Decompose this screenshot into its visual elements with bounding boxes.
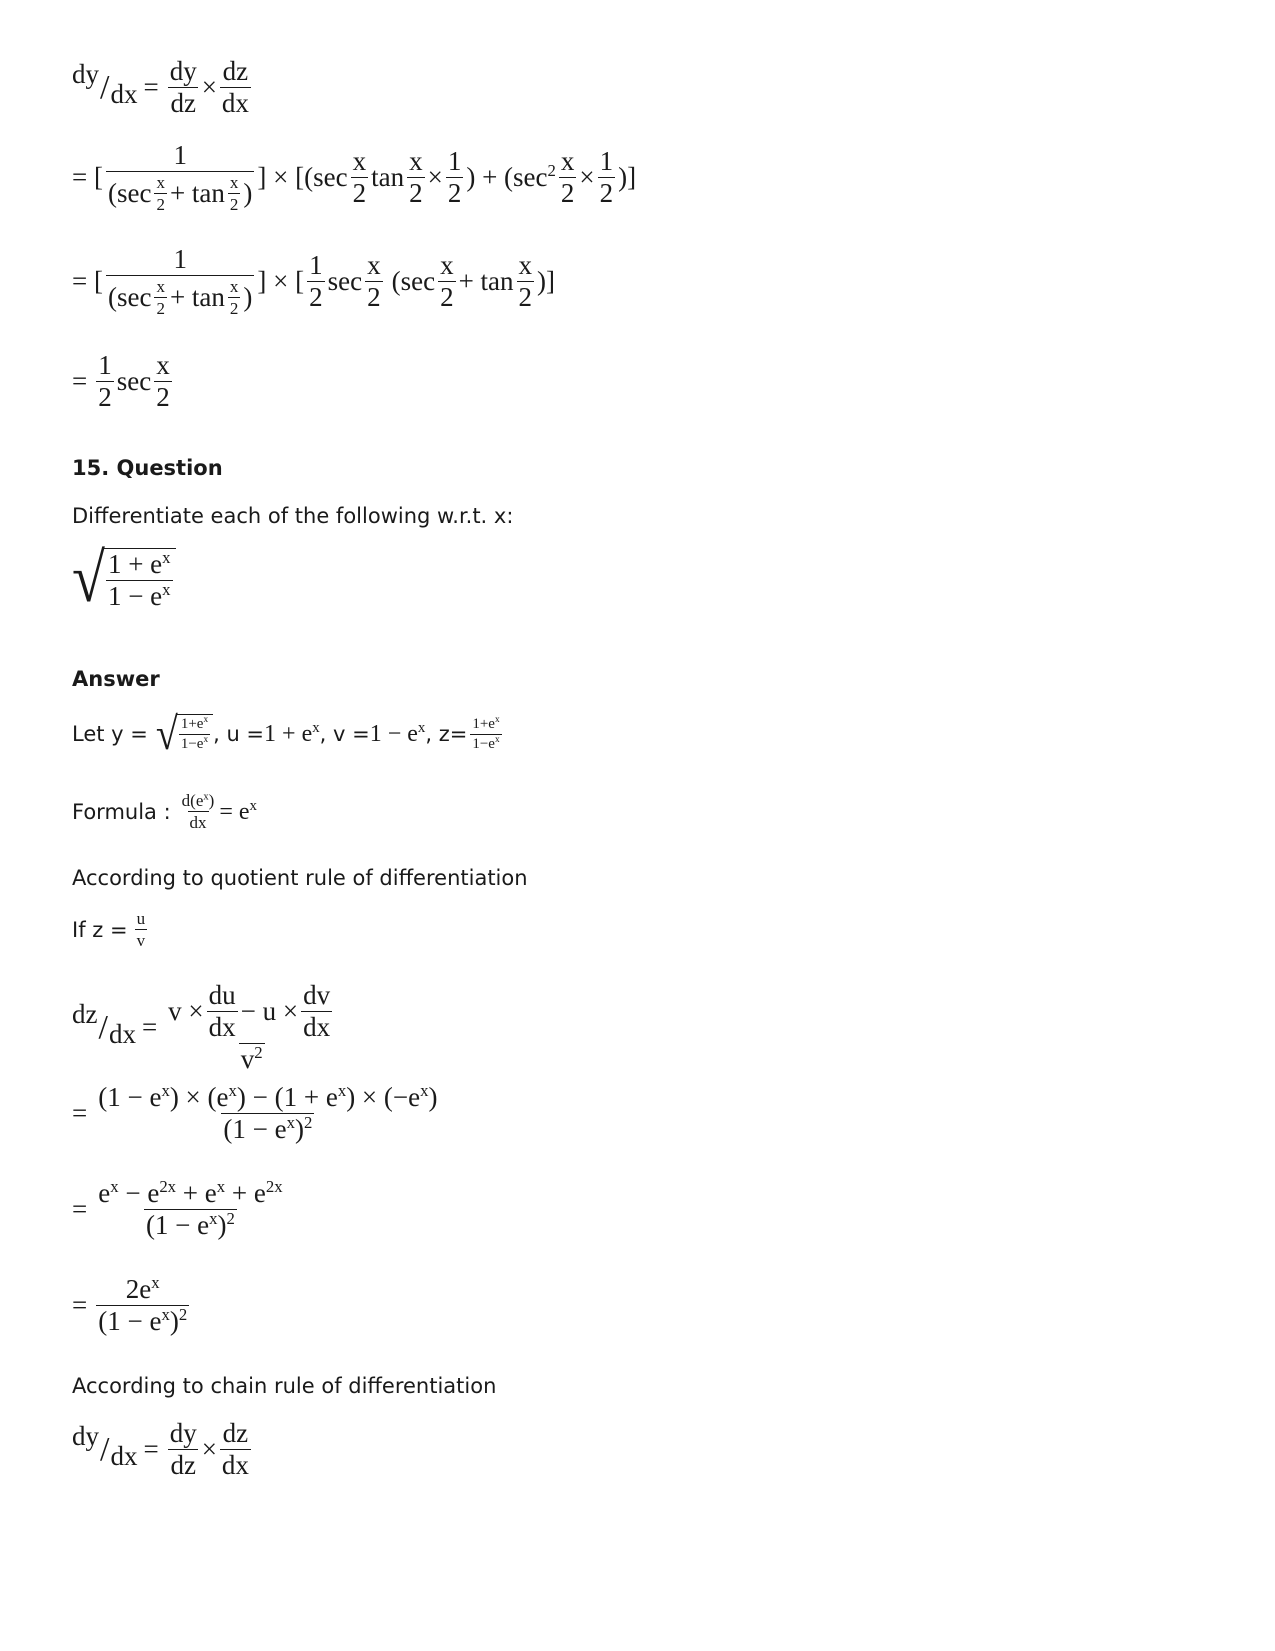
- let-definitions: Let y = √ $\frac{1+e^x}{1-e^x}$ , u = $1 + e^x$ , v = $1 - e^x$ , z= $\frac{1+e^x}{1-e^x}$: [72, 707, 500, 760]
- dydx-inline: dy / dx: [72, 58, 138, 109]
- question-expression: [72, 539, 176, 616]
- reciprocal-fraction: 1 (sec $\frac{x}{2}$ + tan $\frac{x}{2}$ ): [107, 140, 253, 214]
- derivation-step-1: = [ 1 (sec $\frac{x}{2}$ + tan $\frac{x}{2}$ ) ] × [(sec $\frac{x}{2}$ tan $\frac{x}{2}$ × $\frac{1}{2}$ ) + ($\sec^2$ $\frac{x}{2}$ × $\frac{1}{2}$ )]: [72, 140, 637, 214]
- quotient-rule-text: According to quotient rule of differentiation: [72, 866, 528, 890]
- question-instruction: Differentiate each of the following w.r.t. x:: [72, 504, 514, 528]
- chain-rule-text: According to chain rule of differentiation: [72, 1374, 497, 1398]
- fraction-dy-dz: $\frac{dy}{dz}$: [169, 56, 197, 118]
- formula-line: Formula : $\frac{d(e^x)}{dx}$ = $e^x$: [72, 791, 257, 832]
- quotient-step-3: = $\frac{2e^x}{(1 - e^x)^2}$: [72, 1273, 188, 1336]
- square-root: √ $\frac{1 + e^x}{1 - e^x}$: [72, 548, 176, 610]
- quotient-rule-equation: dz / dx = v × $\frac{du}{dx}$ − u × $\frac{dv}{dx}$ $v^2$: [72, 980, 331, 1074]
- chain-rule-equation-top: dy / dx = $\frac{dy}{dz}$ × $\frac{dz}{dx}$: [72, 56, 249, 118]
- quotient-step-1: = $\frac{(1 - e^x) \times (e^x) - (1 + e^x) \times (-e^x)}{(1 - e^x)^2}$: [72, 1081, 438, 1144]
- answer-heading: Answer: [72, 667, 160, 691]
- derivation-step-2: = [ 1 (sec $\frac{x}{2}$ + tan $\frac{x}{2}$ ) ] × [ $\frac{1}{2}$ sec $\frac{x}{2}$ (sec $\frac{x}{2}$ + tan $\frac{x}{2}$ )]: [72, 244, 556, 318]
- quotient-step-2: = $\frac{e^x - e^{2x} + e^x + e^{2x}}{(1 - e^x)^2}$: [72, 1177, 283, 1240]
- if-z-line: If z = $\frac{u}{v}$: [72, 909, 146, 950]
- chain-rule-equation-bottom: dy / dx = $\frac{dy}{dz}$ × $\frac{dz}{dx}$: [72, 1418, 249, 1480]
- derivation-step-3: = $\frac{1}{2}$ sec $\frac{x}{2}$: [72, 350, 170, 412]
- fraction-dz-dx: $\frac{dz}{dx}$: [221, 56, 249, 118]
- question-heading: 15. Question: [72, 456, 223, 480]
